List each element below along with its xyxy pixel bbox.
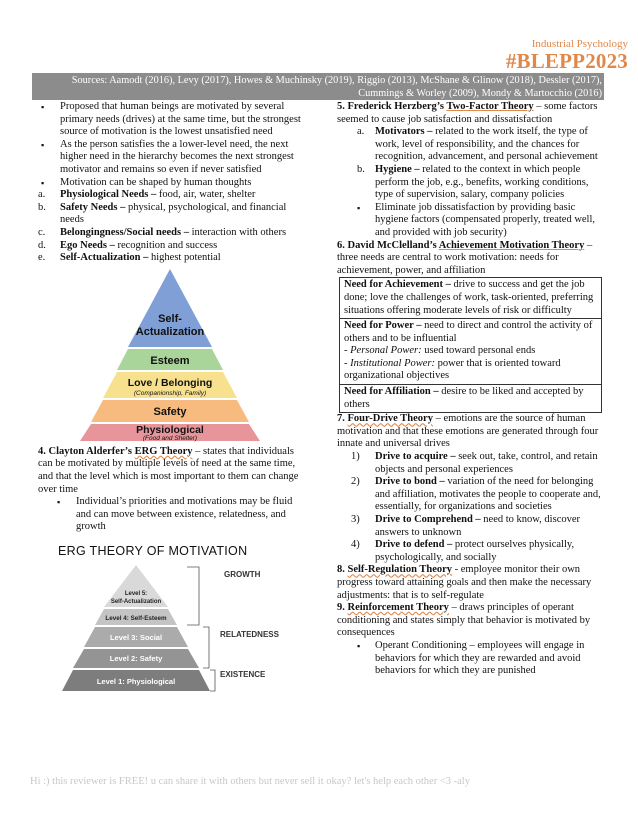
erg-label: Self-Actualization [110,599,162,606]
erg-group-label: GROWTH [224,570,261,580]
list-item: d. Ego Needs – recognition and success [38,239,218,251]
list-item: b. Safety Needs – physical, psychological, and financial needs [38,201,287,226]
list-item: c. Belongingness/Social needs – interaction with others [38,226,287,238]
erg-label: Level 3: Social [109,633,163,643]
list-item: ▪ Eliminate job dissatisfaction by providing basic hygiene factors (compensated properly, treated well, and provided with job security) [337,202,602,240]
list-item: 1) Drive to acquire – seek out, take, control, and retain objects and personal experiences [351,451,598,475]
footer-note: Hi :) this reviewer is FREE! u can share it with others but never sell it okay? let's help each other <3 -aly [30,776,470,787]
erg-group-label: EXISTENCE [220,670,266,680]
list-item: 4) Drive to defend – protect ourselves physically, psychologically, and socially [351,539,575,563]
list-item: ▪ As the person satisfies the a lower-level need, the next higher need in the hierarchy becomes the next strongest motivator and remains so even if never satisfied [38,139,303,177]
pyramid-label: Physiological [136,423,204,436]
erg-group-label: RELATEDNESS [220,630,279,640]
erg-pyramid-diagram [50,563,315,695]
erg-label: Level 4: Self-Esteem [105,615,167,623]
exam-tag: #BLEPP2023 [505,49,628,73]
list-item: ▪ Proposed that human beings are motivated by several primary needs (drives) at the same time, but the strongest source of motivation is the lowest unsatisfied need [38,101,303,139]
list-item: a. Physiological Needs – food, air, water, shelter [38,189,256,201]
mcclelland-heading: 6. David McClelland’s Achievement Motivation Theory – three needs are central to work motivation: needs for achievement, power, and affiliation [337,239,593,276]
list-item: ▪ Individual’s priorities and motivations may be fluid and can move between existence, relatedness, and growth [54,496,303,534]
erg-chart-title: ERG THEORY OF MOTIVATION [58,543,248,558]
list-item: e. Self-Actualization – highest potential [38,252,221,264]
need-power-box: Need for Power – need to direct and control the activity of others and to be influential - Personal Power: used toward personal ends - Institutional Power: power that is oriented toward organizational objectives [339,319,602,385]
reinforcement-heading: 9. Reinforcement Theory – draws principles of operant conditioning and states simply that behavior is motivated by consequences [337,602,591,639]
pyramid-sublabel: (Food and Shelter) [142,434,198,442]
sources-bar: Sources: Aamodt (2016), Levy (2017), Howes & Muchinsky (2019), Riggio (2013), McShane & Glinow (2018), Dessler (2017), Cummings & Worley (2009), Mondy & Martocchio (2016) [32,73,604,100]
erg-label: Level 1: Physiological [96,677,176,687]
list-item: ▪ Motivation can be shaped by human thoughts [38,177,303,190]
subject-label: Industrial Psychology [531,38,628,50]
need-achievement-box: Need for Achievement – drive to success and get the job done; love the challenges of work, task-oriented, preferring situations offering moderate levels of risk or difficulty [339,277,602,319]
list-item: a. Motivators – related to the work itself, the type of work, level of responsibility, and the chances for recognition, advancement, and personal achievement [357,126,598,163]
pyramid-label: Self- [158,312,182,325]
pyramid-label: Actualization [135,325,205,338]
pyramid-label: Safety [153,405,187,418]
list-item: b. Hygiene – related to the context in which people perform the job, e.g., benefits, working conditions, type of supervision, salary, company policies [357,163,589,201]
right-column [337,101,602,678]
herzberg-heading: 5. Frederick Herzberg’s Two-Factor Theory – some factors seemed to cause job satisfaction and dissatisfaction [337,101,598,125]
maslow-pyramid-diagram [38,267,303,443]
pyramid-label: Love / Belonging [127,376,213,389]
erg-label: Level 2: Safety [109,654,163,664]
four-drive-heading: 7. Four-Drive Theory – emotions are the source of human motivation and that these emotions are generated through four innate and universal drives [337,413,599,450]
erg-heading: 4. Clayton Alderfer’s ERG Theory – states that individuals can be motivated by multiple levels of need at the same time, and that the level which is most important to them can change over time [38,445,299,495]
list-item: 2) Drive to bond – variation of the need for belonging and affiliation, motivates the people to cooperate and, essentially, for organizations and societies [351,476,601,513]
need-affiliation-box: Need for Affiliation – desire to be liked and accepted by others [339,385,602,413]
left-column [38,101,303,695]
erg-label: Level 5: [124,591,148,598]
pyramid-sublabel: (Companionship, Family) [133,389,207,397]
list-item: ▪ Operant Conditioning – employees will engage in behaviors for which they are rewarded and avoid behaviors for which they are punished [337,640,602,678]
list-item: 3) Drive to Comprehend – need to know, discover answers to unknown [351,514,581,538]
pyramid-label: Esteem [150,354,190,367]
self-regulation-heading: 8. Self-Regulation Theory - employee monitor their own progress toward attaining goals and then make the necessary adjustments: that is to self-regulate [337,564,592,601]
